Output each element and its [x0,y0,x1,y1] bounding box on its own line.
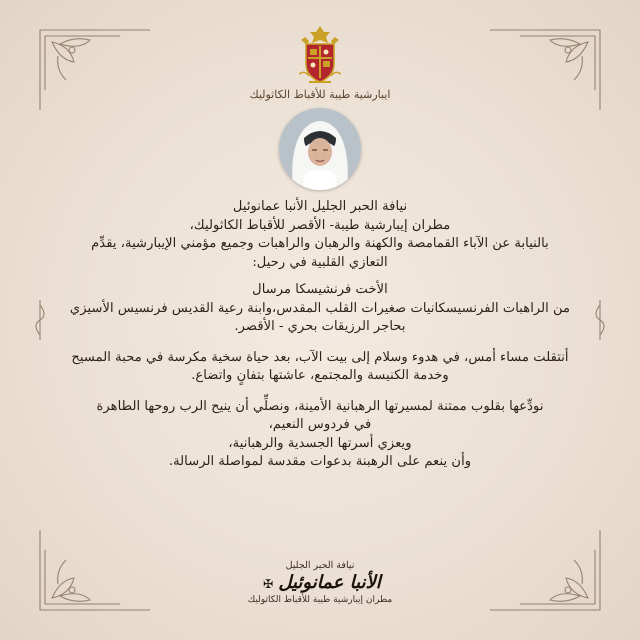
signature-name: الأنبا عمانوئيل [278,572,381,593]
farewell-line: نودِّعها بقلوب ممتنة لمسيرتها الرهبانية الأمينة، ونصلِّي أن ينيح الرب روحها الطاهرة [96,398,544,414]
passing-line: أنتقلت مساء أمس، في هدوء وسلام إلى بيت الآب، بعد حياة سخية مكرسة في محبة المسيح [71,349,569,365]
service-line: وخدمة الكنيسة والمجتمع، عاشتها بتفانٍ واتضاع. [191,368,449,383]
signature-role: مطران إيبارشية طيبة للأقباط الكاثوليك [247,595,393,605]
condolence-text [30,198,610,472]
coat-of-arms-icon [295,24,345,86]
eparchy-label: ايبارشية طيبة للأقباط الكاثوليك [249,88,391,101]
deceased-name: الأخت فرنشيسكا مرسال [252,282,388,297]
bishop-role: مطران إيبارشية طيبة- الأقصر للأقباط الكاثوليك، [189,217,451,233]
deceased-parish-location: بحاجر الرزيقات بحري - الأقصر. [234,319,406,334]
portrait-photo [279,108,361,190]
corner-ornament-top-left [40,30,150,110]
corner-ornament-bottom-left [40,530,150,610]
cross-icon: ✠ [263,577,274,591]
nun-portrait-icon [279,108,361,190]
bishop-title: نيافة الحبر الجليل الأنبا عمانوئيل [232,199,408,214]
corner-ornament-top-right [490,30,600,110]
paradise-line: في فردوس النعيم، [268,417,372,432]
on-behalf-line: بالنيابة عن الآباء القمامصة والكهنة والرهبان والراهبات وجميع مؤمني الإيبارشية، يقدِّم [91,236,549,251]
deceased-congregation: من الراهبات الفرنسيسكانيات صغيرات القلب المقدس،وابنة رعية القديس فرنسيس الأسيزي [69,300,571,316]
signature-block [230,560,410,606]
comfort-family-line: ويعزي أسرتها الجسدية والرهبانية، [228,435,412,451]
condolence-line: التعازي القلبية في رحيل: [252,254,388,270]
corner-ornament-bottom-right [490,530,600,610]
signature-title: نيافة الحبر الجليل [285,560,355,571]
vocations-line: وأن ينعم على الرهبنة بدعوات مقدسة لمواصلة الرسالة. [168,454,472,469]
